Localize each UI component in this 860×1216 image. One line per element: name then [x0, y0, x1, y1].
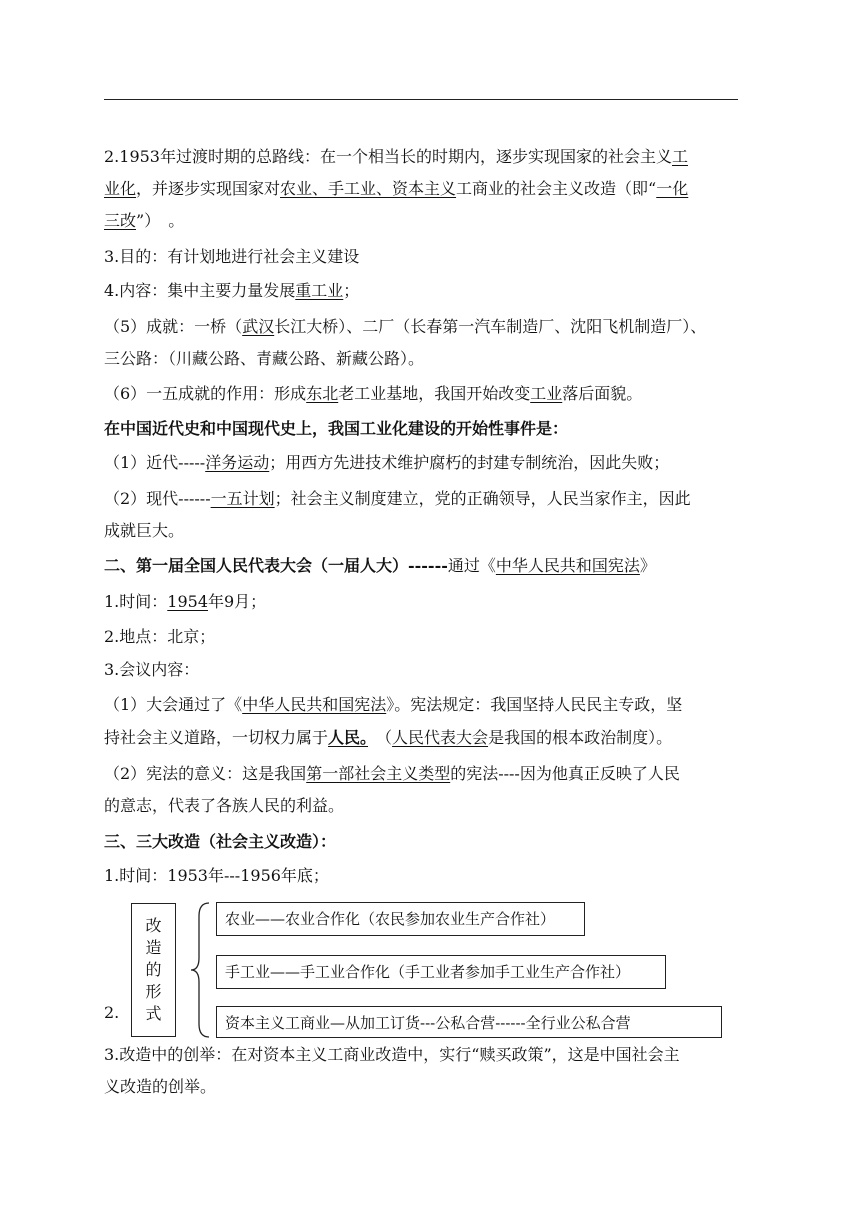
- constitution-meaning-1: （2）宪法的意义：这是我国第一部社会主义类型的宪法----因为他真正反映了人民: [104, 764, 680, 783]
- reform-innovation-1: 3.改造中的创举：在对资本主义工商业改造中，实行“赎买政策”，这是中国社会主: [104, 1045, 680, 1064]
- general-line-text-2: 业化，并逐步实现国家对农业、手工业、资本主义工商业的社会主义改造（即“一化: [104, 179, 689, 198]
- constitution-meaning-2: 的意志，代表了各族人民的利益。: [104, 796, 345, 815]
- section-two-heading: 二、第一届全国人民代表大会（一届人大）------通过《中华人民共和国宪法》: [104, 556, 656, 575]
- reform-item-capitalist-industry: 资本主义工商业—从加工订货---公私合营------全行业公私合营: [216, 1006, 722, 1038]
- content-text: 4.内容：集中主要力量发展重工业；: [104, 281, 360, 300]
- npc-time: 1.时间：1954年9月；: [104, 592, 267, 611]
- constitution-text-1: （1）大会通过了《中华人民共和国宪法》。宪法规定：我国坚持人民民主专政，坚: [104, 695, 683, 714]
- general-line-text-1: 2.1953年过渡时期的总路线：在一个相当长的时期内，逐步实现国家的社会主义工: [104, 147, 689, 166]
- section-three-heading: 三、三大改造（社会主义改造）：: [104, 832, 337, 851]
- npc-place: 2.地点：北京；: [104, 627, 216, 646]
- brace-icon: [189, 902, 211, 1038]
- label-char: 式: [145, 1004, 162, 1023]
- label-char: 的: [145, 960, 162, 979]
- npc-content-heading: 3.会议内容：: [104, 660, 200, 679]
- achievements-text-2: 三公路：（川藏公路、青藏公路、新藏公路）。: [104, 349, 425, 368]
- key-event-modern-early: （1）近代-----洋务运动；用西方先进技术维护腐朽的封建专制统治，因此失败；: [104, 453, 670, 472]
- reform-item-handicraft: 手工业——手工业合作化（手工业者参加手工业生产合作社）: [216, 955, 666, 989]
- purpose-text: 3.目的：有计划地进行社会主义建设: [104, 247, 360, 266]
- label-char: 形: [145, 982, 162, 1001]
- constitution-text-2: 持社会主义道路，一切权力属于人民。 （人民代表大会是我国的根本政治制度）。: [104, 728, 673, 747]
- achievements-text-1: （5）成就：一桥（武汉长江大桥）、二厂（长春第一汽车制造厂、沈阳飞机制造厂）、: [104, 317, 707, 336]
- label-char: 改: [145, 916, 162, 935]
- label-char: 造: [145, 938, 162, 957]
- general-line-text-3: 三改”） 。: [104, 211, 185, 230]
- reform-innovation-2: 义改造的创举。: [104, 1077, 217, 1096]
- effect-text: （6）一五成就的作用：形成东北老工业基地，我国开始改变工业落后面貌。: [104, 384, 643, 403]
- reform-time: 1.时间：1953年---1956年底；: [104, 866, 329, 885]
- key-events-heading: 在中国近代史和中国现代史上，我国工业化建设的开始性事件是：: [104, 419, 569, 438]
- reform-item-agriculture: 农业——农业合作化（农民参加农业生产合作社）: [216, 902, 585, 936]
- key-event-contemporary-2: 成就巨大。: [104, 521, 185, 540]
- reform-forms-label: [131, 903, 176, 1037]
- diagram-number: 2.: [104, 1003, 120, 1022]
- key-event-contemporary-1: （2）现代------一五计划；社会主义制度建立，党的正确领导，人民当家作主，因此: [104, 489, 691, 508]
- header-rule: [104, 99, 738, 100]
